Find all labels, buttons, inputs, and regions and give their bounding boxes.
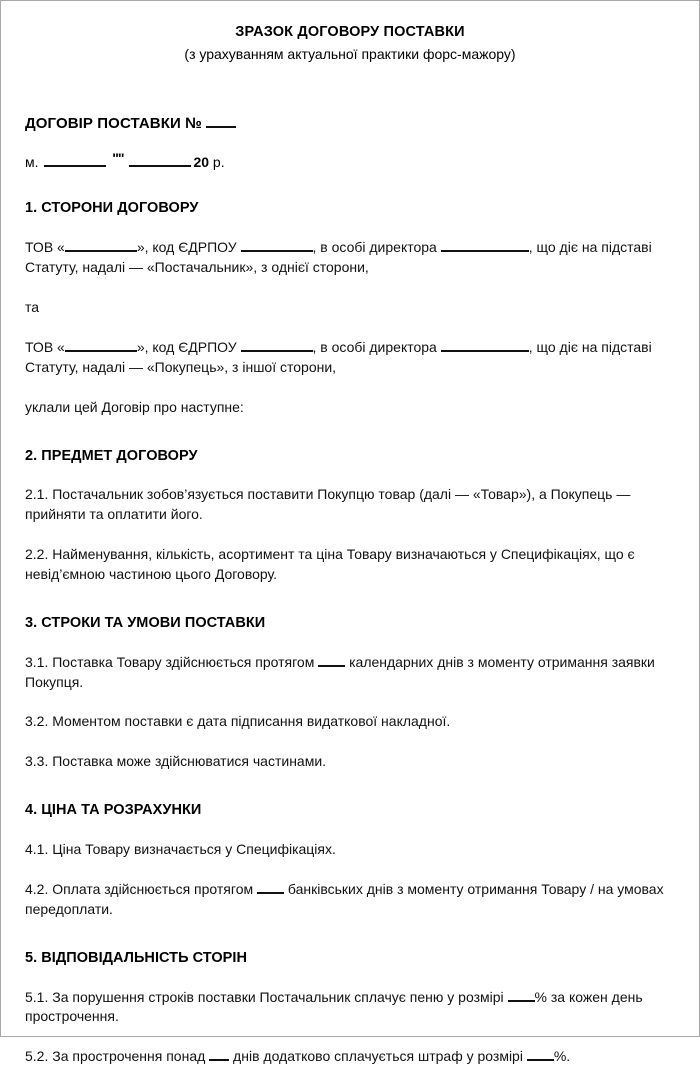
supplier-text-part-1: ТОВ « — [25, 239, 65, 256]
supplier-edrpou-blank[interactable] — [241, 250, 313, 252]
place-blank[interactable] — [44, 165, 106, 167]
document-body — [1, 1, 699, 1077]
paragraph-party-supplier — [25, 238, 673, 278]
clause-3-1-text-part-1: 3.1. Поставка Товару здійснюється протягом — [25, 653, 319, 670]
clause-4-2-text-part-1: 4.2. Оплата здійснюється протягом — [25, 880, 257, 897]
title-block — [25, 23, 675, 63]
clause-5-2-text-part-1: 5.2. За прострочення понад — [25, 1048, 210, 1065]
year-value: 20 — [193, 154, 210, 171]
paragraph-clause-2-1: 2.1. Постачальник зобов’язується поставити Покупцю товар (далі — «Товар»), а Покупець — прийняти та оплатити його. — [25, 486, 631, 523]
contract-number-label: ДОГОВІР ПОСТАВКИ № — [25, 115, 207, 133]
paragraph-clause-3-3: 3.3. Поставка може здійснюватися частинами. — [25, 753, 327, 770]
clause-4-2-text-part-2: банківських днів з моменту отримання Товару / на умовах передоплати. — [25, 880, 664, 917]
section-heading-liability: 5. ВІДПОВІДАЛЬНІСТЬ СТОРІН — [25, 949, 247, 966]
place-date-line — [25, 150, 675, 171]
supplier-text-part-3: , в особі директора — [312, 239, 441, 256]
clause-4-2-days-blank[interactable] — [257, 892, 284, 894]
supplier-director-blank[interactable] — [441, 250, 529, 252]
supplier-name-blank[interactable] — [65, 250, 137, 252]
buyer-edrpou-blank[interactable] — [241, 350, 313, 352]
clause-3-1-days-blank[interactable] — [318, 665, 345, 667]
year-suffix: р. — [209, 154, 225, 171]
buyer-text-part-3: , в особі директора — [312, 338, 441, 355]
supplier-text-part-2: », код ЄДРПОУ — [136, 239, 241, 256]
section-heading-parties: 1. СТОРОНИ ДОГОВОРУ — [25, 200, 199, 217]
supplier-text-part-4: , що діє на підставі Статуту, надалі — «Постачальник», з однієї сторони, — [25, 239, 652, 276]
clause-5-2-days-blank[interactable] — [209, 1059, 229, 1061]
section-heading-price-settlements: 4. ЦІНА ТА РОЗРАХУНКИ — [25, 802, 202, 819]
paragraph-conjunction: та — [25, 299, 40, 316]
buyer-text-part-2: », код ЄДРПОУ — [136, 338, 241, 355]
paragraph-clause-3-2: 3.2. Моментом поставки є дата підписання видаткової накладної. — [25, 713, 451, 730]
contract-number-heading — [25, 115, 675, 132]
buyer-name-blank[interactable] — [65, 350, 137, 352]
month-blank[interactable] — [129, 165, 191, 167]
document-title: ЗРАЗОК ДОГОВОРУ ПОСТАВКИ — [235, 24, 465, 40]
clause-5-2-text-part-2: днів додатково сплачується штраф у розмірі — [229, 1048, 527, 1065]
paragraph-clause-4-1: 4.1. Ціна Товару визначається у Специфікаціях. — [25, 841, 336, 858]
paragraph-party-buyer — [25, 338, 673, 378]
buyer-text-part-4: , що діє на підставі Статуту, надалі — «Покупець», з іншої сторони, — [25, 338, 652, 375]
day-quotes: "" — [112, 150, 124, 167]
section-heading-delivery-terms: 3. СТРОКИ ТА УМОВИ ПОСТАВКИ — [25, 614, 266, 631]
paragraph-clause-2-2: 2.2. Найменування, кількість, асортимент та ціна Товару визначаються у Специфікаціях, що є невід’ємною частиною цього Договору. — [25, 546, 635, 583]
paragraph-clause-4-2 — [25, 880, 673, 920]
clause-5-1-text-part-2: % за кожен день прострочення. — [25, 988, 643, 1025]
clause-5-1-text-part-1: 5.1. За порушення строків поставки Постачальник сплачує пеню у розмірі — [25, 988, 508, 1005]
buyer-director-blank[interactable] — [441, 350, 529, 352]
buyer-text-part-1: ТОВ « — [25, 338, 65, 355]
clause-5-2-text-part-3: %. — [553, 1048, 571, 1065]
clause-5-2-fine-blank[interactable] — [527, 1059, 554, 1061]
paragraph-clause-5-2 — [25, 1047, 673, 1067]
contract-number-blank[interactable] — [206, 126, 236, 128]
clause-5-1-penalty-blank[interactable] — [508, 1000, 535, 1002]
place-label: м. — [25, 154, 43, 171]
paragraph-conclusion: уклали цей Договір про наступне: — [25, 398, 244, 415]
section-heading-subject: 2. ПРЕДМЕТ ДОГОВОРУ — [25, 447, 198, 464]
clause-3-1-text-part-2: календарних днів з моменту отримання заявки Покупця. — [25, 653, 655, 690]
document-subtitle: (з урахуванням актуальної практики форс-мажору) — [184, 45, 516, 62]
paragraph-clause-3-1 — [25, 653, 673, 693]
paragraph-clause-5-1 — [25, 988, 673, 1028]
